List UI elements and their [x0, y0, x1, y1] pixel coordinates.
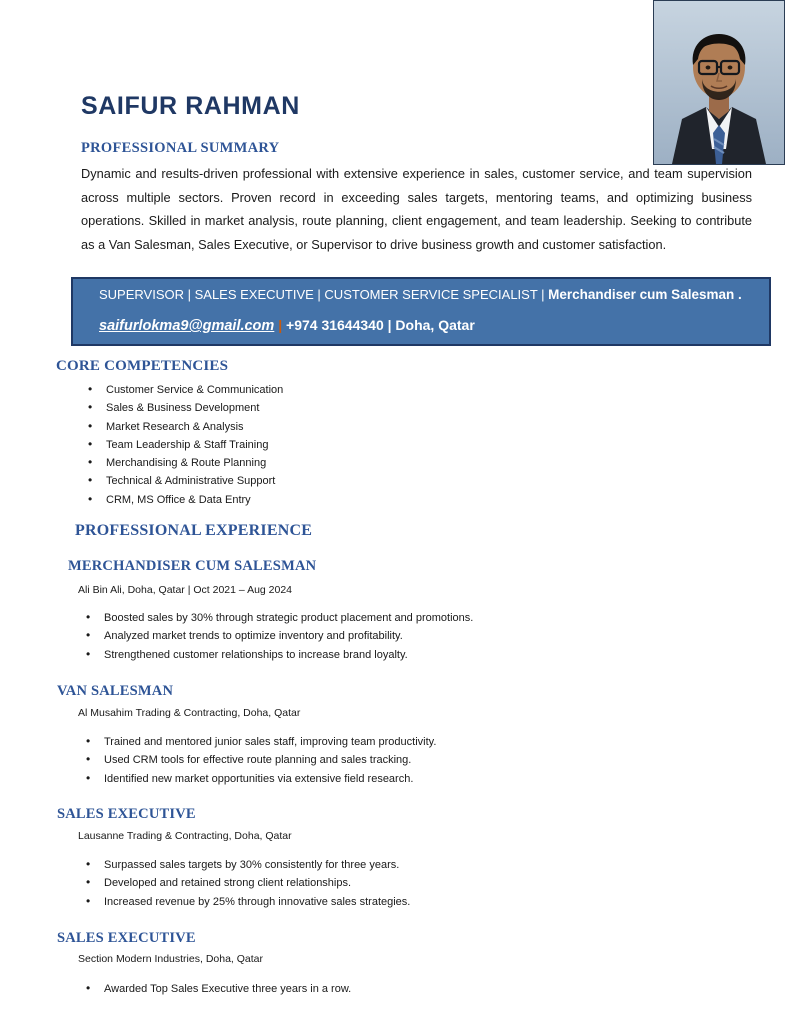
job-bullets: [78, 609, 638, 664]
job-titles-plain: SUPERVISOR | SALES EXECUTIVE | CUSTOMER SERVICE SPECIALIST |: [99, 287, 549, 302]
list-item: • Strengthened customer relationships to increase brand loyalty.: [78, 646, 638, 664]
job-bullets: [78, 733, 638, 788]
job-title: VAN SALESMAN: [57, 683, 174, 699]
list-item: • Identified new market opportunities via extensive field research.: [78, 770, 638, 788]
list-item: • Customer Service & Communication: [80, 381, 480, 399]
summary-heading: PROFESSIONAL SUMMARY: [81, 140, 280, 156]
list-item: • Technical & Administrative Support: [80, 472, 480, 490]
job-bullets: [78, 980, 638, 998]
list-item: • Increased revenue by 25% through innovative sales strategies.: [78, 893, 638, 911]
job-bullets: [78, 856, 638, 911]
job-meta: Section Modern Industries, Doha, Qatar: [78, 953, 264, 965]
job-meta: Ali Bin Ali, Doha, Qatar | Oct 2021 – Aug 2024: [78, 584, 293, 596]
list-item: • Awarded Top Sales Executive three years in a row.: [78, 980, 638, 998]
job-titles-bold: Merchandiser cum Salesman .: [548, 287, 742, 302]
job-title: SALES EXECUTIVE: [57, 930, 196, 946]
list-item: • Trained and mentored junior sales staff, improving team productivity.: [78, 733, 638, 751]
list-item: • Analyzed market trends to optimize inventory and profitability.: [78, 627, 638, 645]
core-competencies-heading: CORE COMPETENCIES: [56, 358, 229, 374]
page-title: SAIFUR RAHMAN: [81, 92, 300, 120]
list-item: • CRM, MS Office & Data Entry: [80, 491, 480, 509]
list-item: • Used CRM tools for effective route planning and sales tracking.: [78, 751, 638, 769]
job-titles-line: [99, 287, 749, 302]
portrait-photo-graphic: [654, 1, 784, 164]
job-title: SALES EXECUTIVE: [57, 806, 196, 822]
portrait-photo: [653, 0, 785, 165]
contact-details-line: [99, 317, 749, 334]
list-item: • Sales & Business Development: [80, 399, 480, 417]
contact-banner: [71, 277, 771, 346]
separator-icon: |: [278, 317, 283, 333]
summary-text: Dynamic and results-driven professional with extensive experience in sales, customer service, and team supervision across multiple sectors. Proven record in exceeding sales targets, mentoring teams, and optimizing business operations. Skilled in market analysis, route planning, client engagement, and team leadership. Seeking to contribute as a Van Salesman, Sales Executive, or Supervisor to drive business growth and customer satisfaction.: [81, 166, 752, 253]
email-link[interactable]: saifurlokma9@gmail.com: [99, 318, 275, 334]
job-meta: Al Musahim Trading & Contracting, Doha, Qatar: [78, 707, 301, 719]
job-title: MERCHANDISER CUM SALESMAN: [68, 558, 317, 574]
list-item: • Market Research & Analysis: [80, 418, 480, 436]
list-item: • Surpassed sales targets by 30% consistently for three years.: [78, 856, 638, 874]
list-item: • Merchandising & Route Planning: [80, 454, 480, 472]
experience-heading: PROFESSIONAL EXPERIENCE: [75, 522, 313, 539]
list-item: • Boosted sales by 30% through strategic product placement and promotions.: [78, 609, 638, 627]
list-item: • Team Leadership & Staff Training: [80, 436, 480, 454]
list-item: • Developed and retained strong client relationships.: [78, 874, 638, 892]
job-meta: Lausanne Trading & Contracting, Doha, Qatar: [78, 830, 292, 842]
phone-location: +974 31644340 | Doha, Qatar: [286, 317, 475, 333]
core-competencies-list: [80, 381, 480, 509]
